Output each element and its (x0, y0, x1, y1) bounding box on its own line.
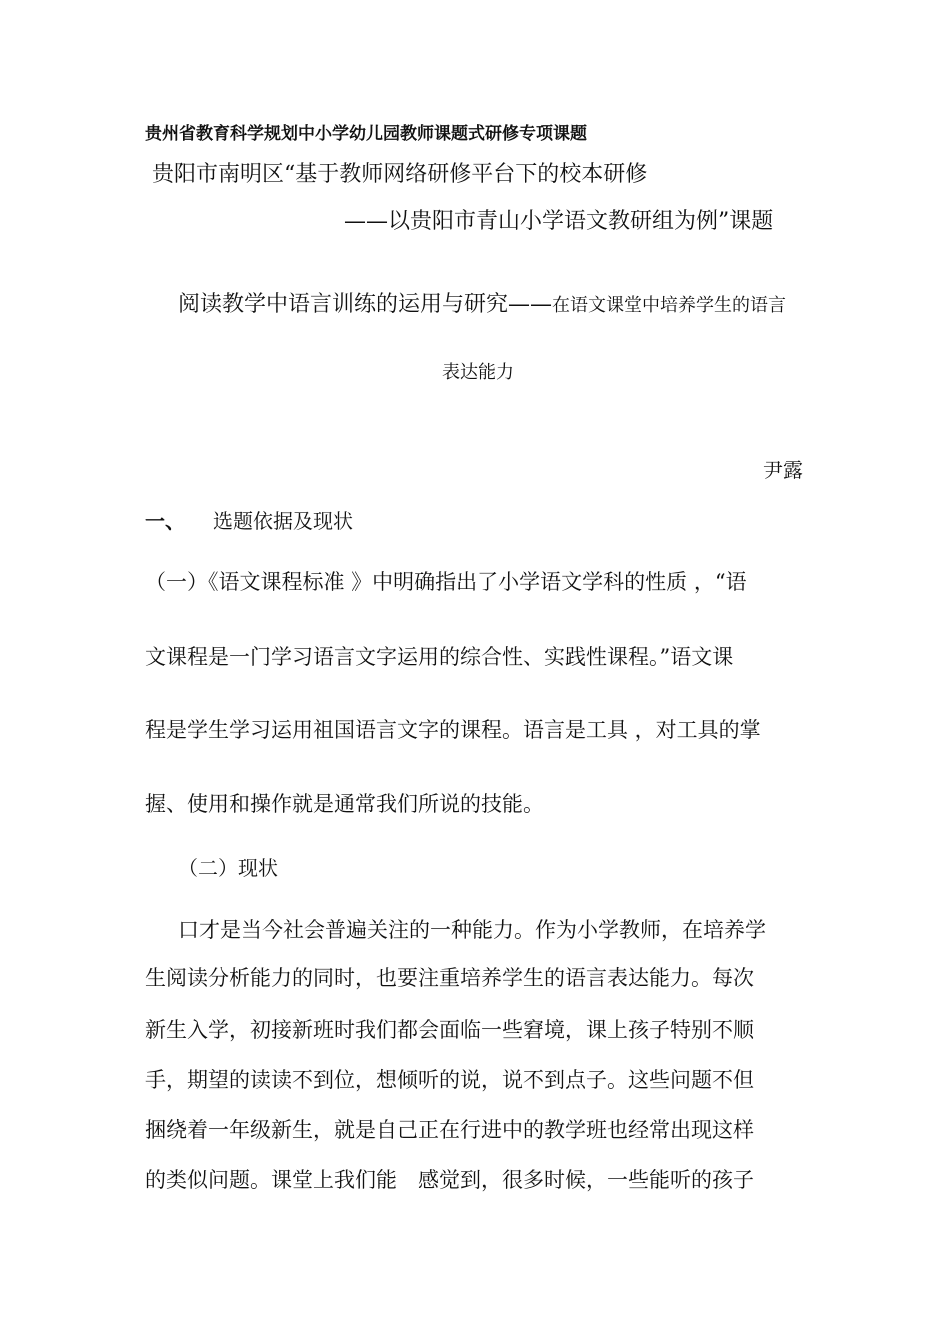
paragraph-one-line: （一）《语文课程标准 》中明确指出了小学语文学科的性质 ，“语 (145, 570, 747, 594)
paper-title-sub: 在语文课堂中培养学生的语言 (552, 295, 787, 316)
paragraph-one-line: 握、使用和操作就是通常我们所说的技能。 (145, 792, 544, 816)
section-one-number: 一、 (145, 509, 185, 533)
paper-title-line2: 表达能力 (442, 362, 514, 383)
paragraph-two-line: 新生入学，初接新班时我们都会面临一些窘境，课上孩子特别不顺 (145, 1018, 754, 1042)
paper-title-main: 阅读教学中语言训练的运用与研究—— (178, 292, 553, 317)
subsection-two-heading: （二）现状 (178, 856, 278, 880)
document-header: 贵州省教育科学规划中小学幼儿园教师课题式研修专项课题 (145, 124, 587, 144)
section-one-title: 选题依据及现状 (213, 509, 353, 533)
paragraph-two-line: 的类似问题。课堂上我们能 感觉到，很多时候，一些能听的孩子 (145, 1168, 754, 1192)
paragraph-two-line: 口才是当今社会普遍关注的一种能力。作为小学教师，在培养学 (178, 918, 766, 942)
paragraph-one-line: 程是学生学习运用祖国语言文字的课程。语言是工具 ，对工具的掌 (145, 718, 761, 742)
project-title-line1: 贵阳市南明区“基于教师网络研修平台下的校本研修 (152, 162, 648, 187)
paragraph-two-line: 手，期望的读读不到位，想倾听的说，说不到点子。这些问题不但 (145, 1068, 754, 1092)
paragraph-one-line: 文课程是一门学习语言文字运用的综合性、实践性课程。”语文课 (145, 645, 734, 669)
paragraph-two-line: 生阅读分析能力的同时，也要注重培养学生的语言表达能力。每次 (145, 966, 754, 990)
paragraph-two-line: 捆绕着一年级新生，就是自己正在行进中的教学班也经常出现这样 (145, 1118, 754, 1142)
paper-title (178, 294, 786, 316)
project-title-line2: ——以贵阳市青山小学语文教研组为例”课题 (344, 209, 774, 234)
author-name: 尹露 (763, 458, 803, 482)
